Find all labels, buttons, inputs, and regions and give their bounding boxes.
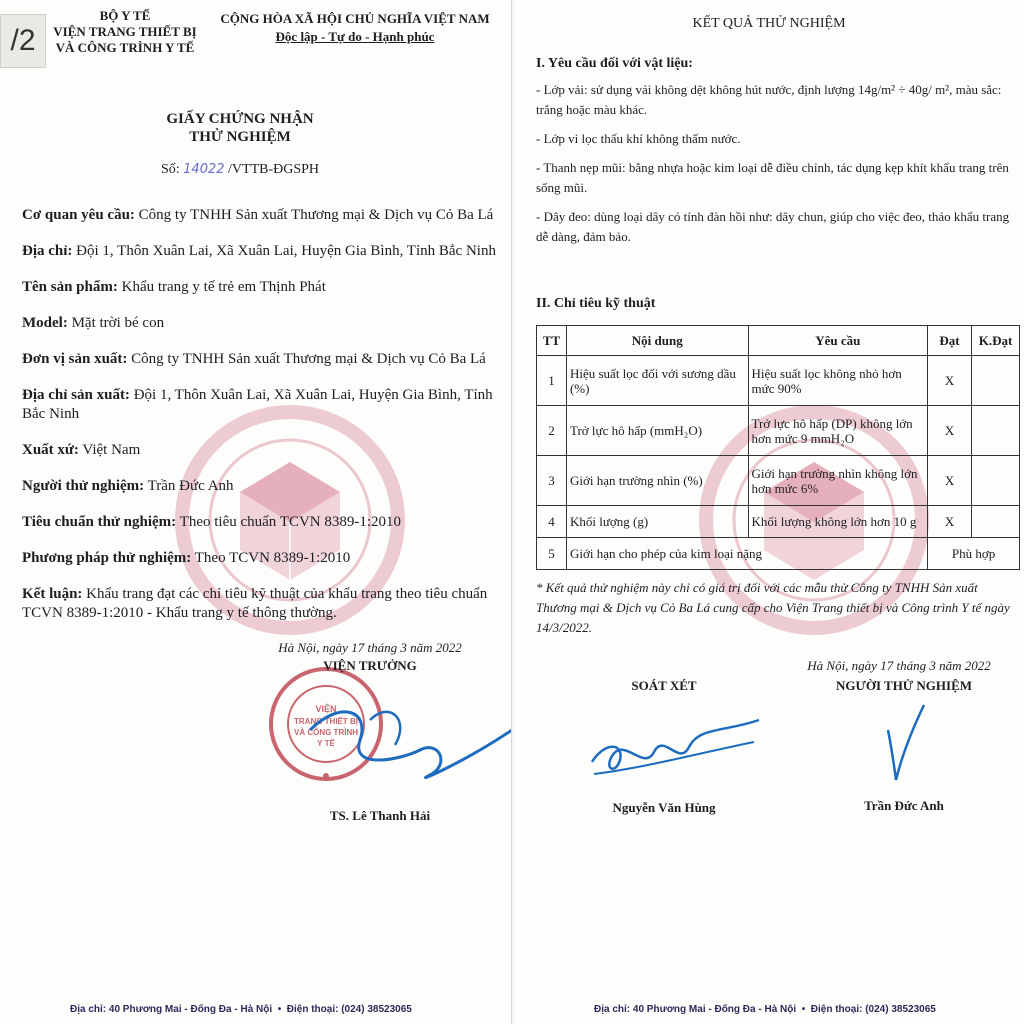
cell-index: 1 <box>537 356 567 406</box>
field-test-method <box>22 549 502 568</box>
table-header-row <box>537 326 1020 356</box>
cell-pass: X <box>928 406 972 456</box>
org-line: VIỆN TRANG THIẾT BỊ <box>53 24 197 39</box>
cell-requirement: Khối lượng không lớn hơn 10 g <box>748 506 928 538</box>
field-tester <box>22 477 502 496</box>
cell-fail <box>972 356 1020 406</box>
section-heading: I. Yêu cầu đối với vật liệu: <box>536 56 693 71</box>
material-requirements <box>536 80 1018 256</box>
field-test-standard <box>22 513 502 532</box>
sign-date: Hà Nội, ngày 17 tháng 3 năm 2022 <box>807 658 991 673</box>
svg-text:VIỆN: VIỆN <box>315 704 337 714</box>
column-header: Đạt <box>928 326 972 356</box>
field-value: Theo tiêu chuẩn TCVN 8389-1:2010 <box>179 514 402 530</box>
field-value: Khẩu trang y tế trẻ em Thịnh Phát <box>121 279 326 295</box>
field-model <box>22 314 502 333</box>
cell-content: Giới hạn cho phép của kim loại nặng <box>566 538 927 570</box>
certificate-fields <box>22 206 502 640</box>
cell-requirement: Hiệu suất lọc không nhỏ hơn mức 90% <box>748 356 928 406</box>
page-number-tab: /2 <box>0 14 46 68</box>
results-note: * Kết quả thử nghiệm này chỉ có giá trị đối với các mẫu thử Công ty TNHH Sản xuất Thương mại & Dịch vụ Cỏ Ba Lá cung cấp cho Viện Trang thiết bị và Công trình Y tế ngày 14/3/2022. <box>536 580 1010 635</box>
table-row <box>537 406 1020 456</box>
cell-content: Giới hạn trường nhìn (%) <box>566 456 748 506</box>
svg-text:TRANG THIẾT BỊ: TRANG THIẾT BỊ <box>294 717 358 726</box>
cell-fail <box>972 456 1020 506</box>
cell-pass: Phù hợp <box>928 538 1020 570</box>
field-label: Tiêu chuẩn thử nghiệm: <box>22 514 177 530</box>
cell-pass: X <box>928 506 972 538</box>
cell-index: 2 <box>537 406 567 456</box>
requirement-item: - Dây đeo: dùng loại dây có tính đàn hồi như: dây chun, giúp cho việc đeo, tháo khẩu trang dễ dàng, đảm bảo. <box>536 209 1010 244</box>
field-value: Trần Đức Anh <box>147 478 234 494</box>
field-value: Đội 1, Thôn Xuân Lai, Xã Xuân Lai, Huyện Gia Bình, Tỉnh Bắc Ninh <box>76 243 496 259</box>
field-address <box>22 242 502 261</box>
results-title: KẾT QUẢ THỬ NGHIỆM <box>692 16 846 31</box>
certificate-number <box>100 162 380 178</box>
reviewer-name: Nguyễn Văn Hùng <box>612 800 716 815</box>
tester-signature <box>874 700 934 785</box>
cell-requirement: Giới hạn trường nhìn không lớn hơn mức 6% <box>748 456 928 506</box>
field-value: Công ty TNHH Sản xuất Thương mại & Dịch vụ Cỏ Ba Lá <box>138 207 494 223</box>
national-header <box>210 10 500 46</box>
field-manufacturer <box>22 350 502 369</box>
signer-name: TS. Lê Thanh Hải <box>329 808 431 823</box>
reviewer-signature <box>584 712 764 782</box>
requirement-item: - Lớp vi lọc thấu khí không thấm nước. <box>536 131 741 146</box>
footer-phone: Điện thoại: (024) 38523065 <box>810 1004 936 1015</box>
tester-role: NGƯỜI THỬ NGHIỆM <box>835 678 973 693</box>
field-value: Việt Nam <box>82 442 141 458</box>
cell-index: 3 <box>537 456 567 506</box>
national-motto: Độc lập - Tự do - Hạnh phúc <box>275 29 435 44</box>
cell-requirement: Trở lực hô hấp (DP) không lớn hơn mức 9 mmH₂O <box>748 406 928 456</box>
field-label: Tên sản phẩm: <box>22 279 118 295</box>
requirement-item: - Thanh nẹp mũi: bằng nhựa hoặc kim loại dễ điều chỉnh, tác dụng kẹp khít khẩu trang trên sống mũi. <box>536 160 1009 195</box>
column-header: TT <box>537 326 567 356</box>
table-row <box>537 506 1020 538</box>
field-conclusion <box>22 585 502 623</box>
field-value: Công ty TNHH Sản xuất Thương mại & Dịch vụ Cỏ Ba Lá <box>131 351 486 367</box>
reviewer-role: SOÁT XÉT <box>631 678 697 693</box>
field-label: Đơn vị sản xuất: <box>22 351 128 367</box>
handwritten-number: 14022 <box>183 162 225 177</box>
cell-fail <box>972 406 1020 456</box>
cell-index: 5 <box>537 538 567 570</box>
number-suffix: /VTTB-ĐGSPH <box>228 162 320 177</box>
tester-name: Trần Đức Anh <box>864 798 944 813</box>
field-value: Mặt trời bé con <box>71 315 165 331</box>
cell-index: 4 <box>537 506 567 538</box>
field-label: Kết luận: <box>22 586 83 602</box>
org-line: VÀ CÔNG TRÌNH Y TẾ <box>55 40 195 55</box>
column-header: K.Đạt <box>972 326 1020 356</box>
results-page <box>514 0 1024 1024</box>
field-label: Cơ quan yêu cầu: <box>22 207 135 223</box>
field-origin <box>22 441 502 460</box>
cell-content: Trở lực hô hấp (mmH₂O) <box>566 406 748 456</box>
director-signature <box>300 690 512 800</box>
field-value: Đội 1, Thôn Xuân Lai, Xã Xuân Lai, Huyện Gia Bình, Tỉnh Bắc Ninh <box>22 387 493 422</box>
column-header: Nội dung <box>566 326 748 356</box>
cell-pass: X <box>928 356 972 406</box>
field-value: Theo TCVN 8389-1:2010 <box>194 550 351 566</box>
footer-contact: Địa chỉ: 40 Phương Mai - Đống Đa - Hà Nội • Điện thoại: (024) 38523065 <box>70 1004 412 1015</box>
field-label: Phương pháp thử nghiệm: <box>22 550 192 566</box>
table-row <box>537 456 1020 506</box>
issuing-organization <box>40 8 210 56</box>
cell-fail <box>972 506 1020 538</box>
field-value: Khẩu trang đạt các chỉ tiêu kỹ thuật của khẩu trang theo tiêu chuẩn TCVN 8389-1:2010 - Khẩu trang y tế thông thường. <box>22 586 488 621</box>
section-heading: II. Chỉ tiêu kỹ thuật <box>536 296 656 311</box>
table-row <box>537 356 1020 406</box>
field-label: Địa chỉ: <box>22 243 73 259</box>
field-product-name <box>22 278 502 297</box>
cell-content: Hiệu suất lọc đối với sương dầu (%) <box>566 356 748 406</box>
svg-text:Y TẾ: Y TẾ <box>317 739 335 748</box>
footer-phone: Điện thoại: (024) 38523065 <box>286 1004 412 1015</box>
certificate-title <box>100 110 380 146</box>
column-header: Yêu cầu <box>748 326 928 356</box>
svg-text:VÀ CÔNG TRÌNH: VÀ CÔNG TRÌNH <box>294 728 358 737</box>
field-production-address <box>22 386 502 424</box>
footer-address: Địa chỉ: 40 Phương Mai - Đống Đa - Hà Nội <box>594 1004 797 1015</box>
footer-contact: Địa chỉ: 40 Phương Mai - Đống Đa - Hà Nội • Điện thoại: (024) 38523065 <box>594 1004 936 1015</box>
table-row <box>537 538 1020 570</box>
sign-date: Hà Nội, ngày 17 tháng 3 năm 2022 <box>278 640 462 655</box>
title-line: GIẤY CHỨNG NHẬN <box>166 111 314 127</box>
cell-content: Khối lượng (g) <box>566 506 748 538</box>
number-label: Số: <box>160 162 180 177</box>
field-label: Xuất xứ: <box>22 442 79 458</box>
field-label: Địa chỉ sản xuất: <box>22 387 130 403</box>
field-requester <box>22 206 502 225</box>
requirement-item: - Lớp vải: sử dụng vải không dệt không hút nước, định lượng 14g/m² ÷ 40g/ m², màu sắc: trắng hoặc màu khác. <box>536 82 1002 117</box>
cell-pass: X <box>928 456 972 506</box>
title-line: THỬ NGHIỆM <box>189 129 291 145</box>
footer-address: Địa chỉ: 40 Phương Mai - Đống Đa - Hà Nội <box>70 1004 273 1015</box>
signer-role: VIỆN TRƯỞNG <box>323 658 417 673</box>
org-line: BỘ Y TẾ <box>99 8 151 23</box>
field-label: Model: <box>22 315 68 331</box>
field-label: Người thử nghiệm: <box>22 478 145 494</box>
technical-specs-table <box>536 325 1020 570</box>
nation-name: CỘNG HÒA XÃ HỘI CHỦ NGHĨA VIỆT NAM <box>220 11 490 26</box>
